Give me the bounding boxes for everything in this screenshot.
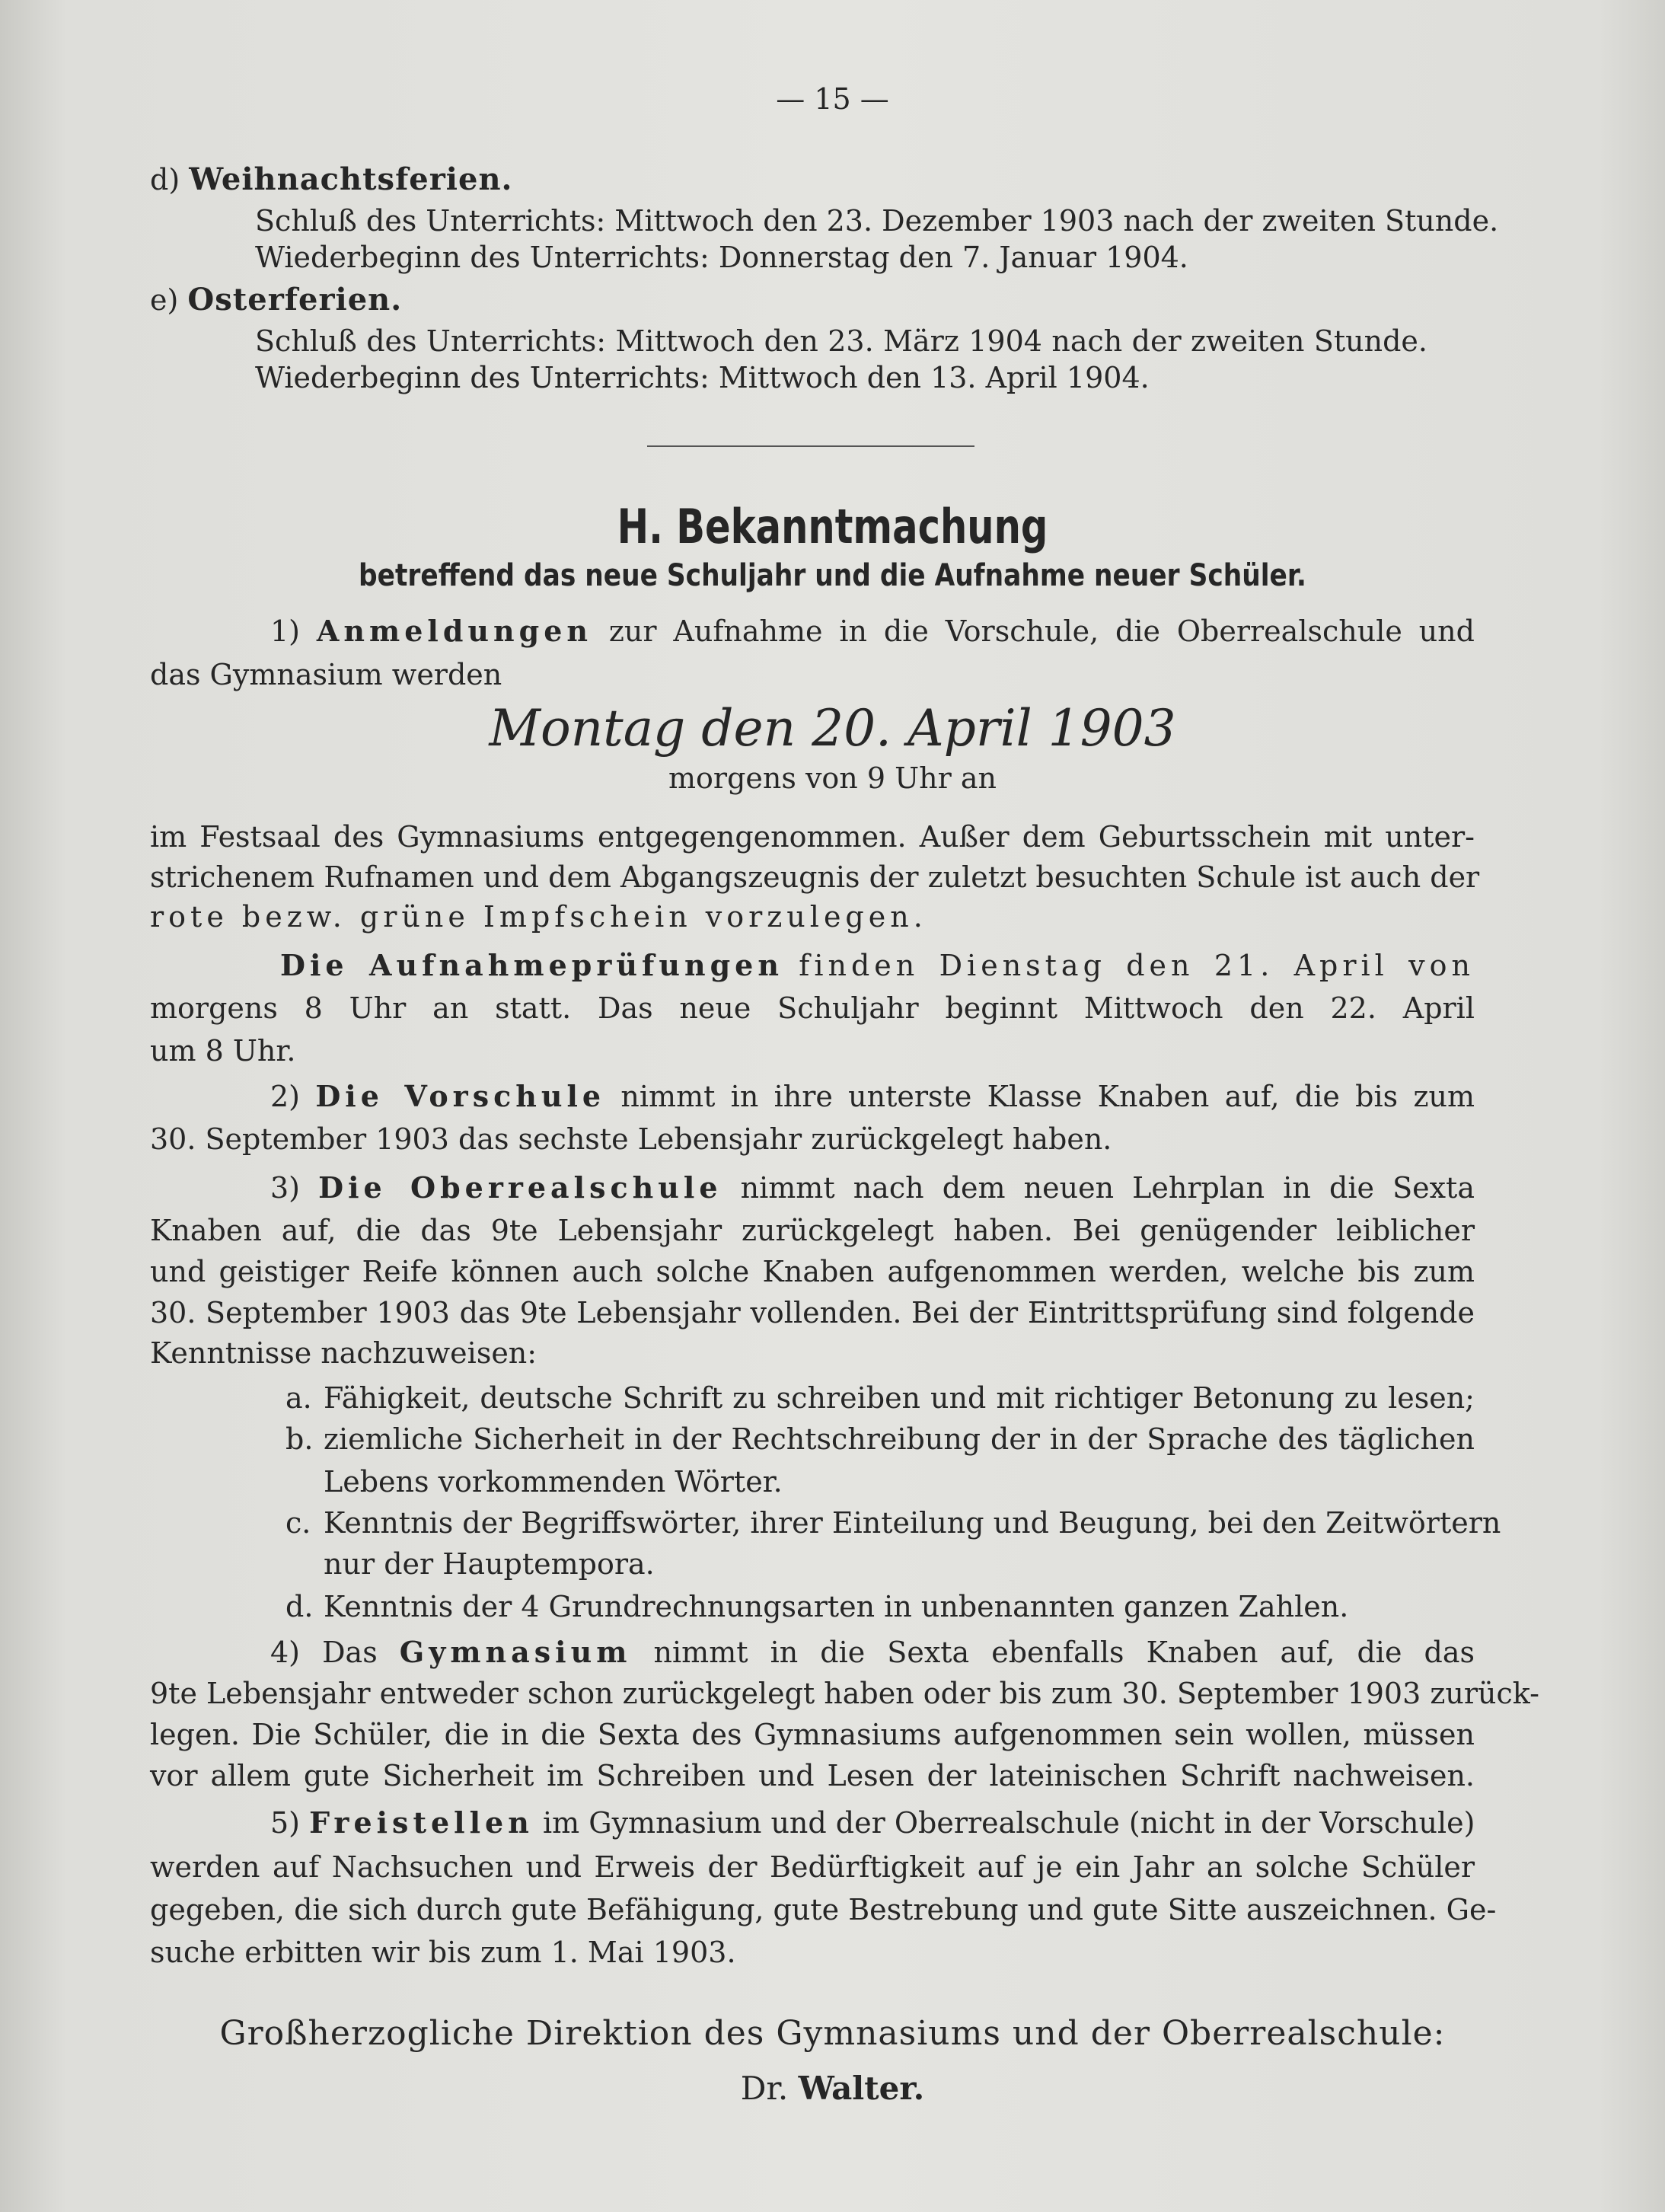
page-number: — 15 —	[776, 82, 889, 116]
p3-item-c-line1: Kenntnis der Begriffswörter, ihrer Einteilung und Beugung, bei den Zeitwörtern	[324, 1506, 1501, 1540]
p4-number: 4)	[270, 1636, 301, 1669]
christmas-heading	[150, 161, 512, 198]
p4-line2: 9te Lebensjahr entweder schon zurückgelegt haben oder bis zum 30. September 1903 zurück-	[150, 1677, 1539, 1710]
p3-item-a: Fähigkeit, deutsche Schrift zu schreiben und mit richtiger Betonung zu lesen;	[324, 1381, 1475, 1415]
p5-line4: suche erbitten wir bis zum 1. Mai 1903.	[150, 1936, 736, 1969]
p2-number: 2)	[270, 1080, 301, 1113]
p1-line7: morgens 8 Uhr an statt. Das neue Schuljahr beginnt Mittwoch den 22. April	[150, 991, 1475, 1025]
christmas-title: Weihnachtsferien.	[189, 161, 513, 197]
p3-item-d: Kenntnis der 4 Grundrechnungsarten in unbenannten ganzen Zahlen.	[324, 1590, 1349, 1623]
section-divider	[647, 445, 974, 447]
registration-date: Montag den 20. April 1903	[489, 699, 1176, 758]
p3-item-b-letter: b.	[285, 1422, 314, 1456]
easter-title: Osterferien.	[187, 282, 403, 318]
p4-keyword: Gymnasium	[399, 1635, 632, 1669]
p3-item-d-letter: d.	[285, 1590, 314, 1623]
christmas-restart: Wiederbeginn des Unterrichts: Donnerstag den 7. Januar 1904.	[255, 241, 1188, 274]
signature-title: Dr.	[740, 2070, 789, 2107]
p5-line1	[270, 1805, 1475, 1841]
p3-line2: Knaben auf, die das 9te Lebensjahr zurückgelegt haben. Bei genügender leiblicher	[150, 1214, 1475, 1247]
p3-item-c-letter: c.	[285, 1506, 311, 1540]
p3-item-c-line2: nur der Hauptempora.	[324, 1547, 655, 1581]
announcement-subtitle: betreffend das neue Schuljahr und die Aufnahme neuer Schüler.	[359, 558, 1306, 593]
p1-keyword: Anmeldungen	[316, 614, 593, 648]
p3-line1-rest: nimmt nach dem neuen Lehrplan in die Sexta	[740, 1171, 1475, 1205]
signature-surname: Walter.	[798, 2070, 925, 2107]
p2-line2: 30. September 1903 das sechste Lebensjahr zurückgelegt haben.	[150, 1122, 1112, 1156]
signature-line: Großherzogliche Direktion des Gymnasiums und der Oberrealschule:	[219, 2014, 1446, 2053]
p3-line3: und geistiger Reife können auch solche Knaben aufgenommen werden, welche bis zum	[150, 1255, 1475, 1288]
christmas-label: d)	[150, 163, 180, 196]
p1-number: 1)	[270, 614, 301, 648]
p1-line2: das Gymnasium werden	[150, 658, 502, 691]
signature-name	[0, 2070, 1665, 2107]
p5-number: 5)	[270, 1806, 301, 1840]
p2-keyword: Die Vorschule	[315, 1079, 606, 1113]
p1-line6-rest: finden Dienstag den 21. April von	[799, 949, 1475, 982]
p3-keyword: Die Oberrealschule	[318, 1170, 722, 1205]
p3-line5: Kenntnisse nachzuweisen:	[150, 1336, 537, 1370]
christmas-end: Schluß des Unterrichts: Mittwoch den 23. Dezember 1903 nach der zweiten Stunde.	[255, 204, 1499, 238]
p4-line1-rest: nimmt in die Sexta ebenfalls Knaben auf, die das	[653, 1636, 1475, 1669]
p2-line1-rest: nimmt in ihre unterste Klasse Knaben auf, die bis zum	[620, 1080, 1475, 1113]
easter-label: e)	[150, 283, 179, 317]
p1-line1-rest: zur Aufnahme in die Vorschule, die Oberrealschule und	[608, 614, 1475, 648]
p1-line8: um 8 Uhr.	[150, 1034, 296, 1068]
p2-line1	[270, 1078, 1475, 1115]
p1-line5: rote bezw. grüne Impfschein vorzulegen.	[150, 900, 927, 934]
p4-article: Das	[322, 1636, 378, 1669]
easter-end: Schluß des Unterrichts: Mittwoch den 23. März 1904 nach der zweiten Stunde.	[255, 324, 1427, 358]
registration-time: morgens von 9 Uhr an	[668, 761, 997, 795]
p1-line3: im Festsaal des Gymnasiums entgegengenommen. Außer dem Geburtsschein mit unter-	[150, 820, 1475, 854]
p4-line1	[270, 1634, 1475, 1671]
p5-keyword: Freistellen	[309, 1805, 534, 1840]
p3-item-b-line1: ziemliche Sicherheit in der Rechtschreibung der in der Sprache des täglichen	[324, 1422, 1475, 1456]
p3-item-a-letter: a.	[285, 1381, 312, 1415]
p3-item-b-line2: Lebens vorkommenden Wörter.	[324, 1465, 783, 1499]
p5-line2: werden auf Nachsuchen und Erweis der Bedürftigkeit auf je ein Jahr an solche Schüler	[150, 1850, 1475, 1884]
p1-line6	[280, 947, 1475, 984]
p4-line3: legen. Die Schüler, die in die Sexta des Gymnasiums aufgenommen sein wollen, müssen	[150, 1718, 1475, 1751]
p3-line1	[270, 1170, 1475, 1206]
p1-line4: strichenem Rufnamen und dem Abgangszeugnis der zuletzt besuchten Schule ist auch der	[150, 860, 1480, 894]
p1-exam-keyword: Die Aufnahmeprüfungen	[280, 948, 783, 982]
announcement-title: H. Bekanntmachung	[617, 499, 1048, 554]
p4-line4: vor allem gute Sicherheit im Schreiben und Lesen der lateinischen Schrift nachweisen.	[150, 1759, 1475, 1792]
easter-restart: Wiederbeginn des Unterrichts: Mittwoch den 13. April 1904.	[255, 361, 1150, 394]
p5-line1-rest: im Gymnasium und der Oberrealschule (nicht in der Vorschule)	[542, 1806, 1475, 1840]
p3-number: 3)	[270, 1171, 301, 1205]
p3-line4: 30. September 1903 das 9te Lebensjahr vollenden. Bei der Eintrittsprüfung sind folgende	[150, 1296, 1475, 1329]
p1-line1	[270, 613, 1475, 650]
p5-line3: gegeben, die sich durch gute Befähigung, gute Bestrebung und gute Sitte auszeichnen. Ge-	[150, 1893, 1497, 1926]
easter-heading	[150, 282, 402, 318]
